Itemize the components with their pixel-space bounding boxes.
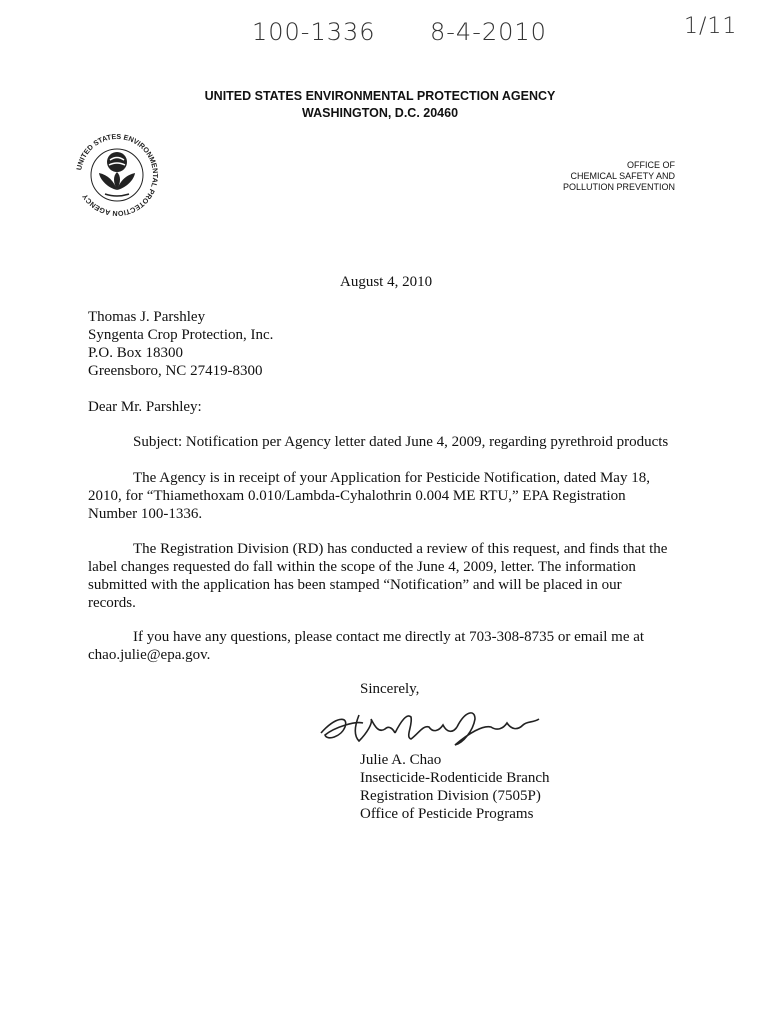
- agency-name: UNITED STATES ENVIRONMENTAL PROTECTION AGENCY: [204, 89, 556, 103]
- signer-line: Insecticide-Rodenticide Branch: [360, 770, 550, 786]
- signature: [315, 703, 555, 749]
- signer-line: Registration Division (7505P): [360, 788, 541, 804]
- recipient-line: Greensboro, NC 27419-8300: [88, 363, 263, 379]
- office-line: POLLUTION PREVENTION: [562, 182, 675, 192]
- signer-line: Office of Pesticide Programs: [360, 806, 534, 822]
- svg-text:UNITED STATES ENVIRONMENTAL PR: UNITED STATES ENVIRONMENTAL PROTECTION AGENCY: [74, 131, 161, 219]
- body-paragraph: The Registration Division (RD) has conducted a review of this request, and finds that the label changes requested do fall within the scope of the June 4, 2009, letter. The information submitted with the application has been stamped “Notification” and will be placed in our records.: [88, 541, 668, 611]
- handwritten-reg-number: 100-1336: [252, 18, 376, 46]
- letter-date: August 4, 2010: [340, 274, 433, 290]
- epa-seal-icon: [72, 130, 162, 220]
- body-paragraph: If you have any questions, please contact me directly at 703-308-8735 or email me at chao.julie@epa.gov.: [88, 629, 645, 663]
- signature-icon: [315, 703, 555, 749]
- epa-seal-logo: [72, 130, 162, 220]
- agency-address: WASHINGTON, D.C. 20460: [301, 106, 459, 120]
- recipient-line: Syngenta Crop Protection, Inc.: [88, 327, 274, 343]
- office-line: CHEMICAL SAFETY AND: [570, 171, 675, 181]
- closing: Sincerely,: [360, 681, 420, 697]
- handwritten-page-number: 1/11: [684, 14, 738, 39]
- office-block: [520, 160, 675, 193]
- letterhead: [170, 88, 590, 122]
- recipient-line: Thomas J. Parshley: [88, 309, 206, 325]
- recipient-address: [88, 308, 273, 380]
- salutation: Dear Mr. Parshley:: [88, 399, 202, 415]
- subject-line: Subject: Notification per Agency letter dated June 4, 2009, regarding pyrethroid products: [133, 434, 669, 450]
- office-line: OFFICE OF: [627, 160, 675, 170]
- body-paragraph: The Agency is in receipt of your Application for Pesticide Notification, dated May 18, 2010, for “Thiamethoxam 0.010/Lambda-Cyhalothrin 0.004 ME RTU,” EPA Registration Number 100-1336.: [88, 470, 650, 522]
- recipient-line: P.O. Box 18300: [88, 345, 184, 361]
- handwritten-date: 8-4-2010: [430, 18, 547, 46]
- signer-block: [360, 751, 550, 823]
- signer-line: Julie A. Chao: [360, 752, 442, 768]
